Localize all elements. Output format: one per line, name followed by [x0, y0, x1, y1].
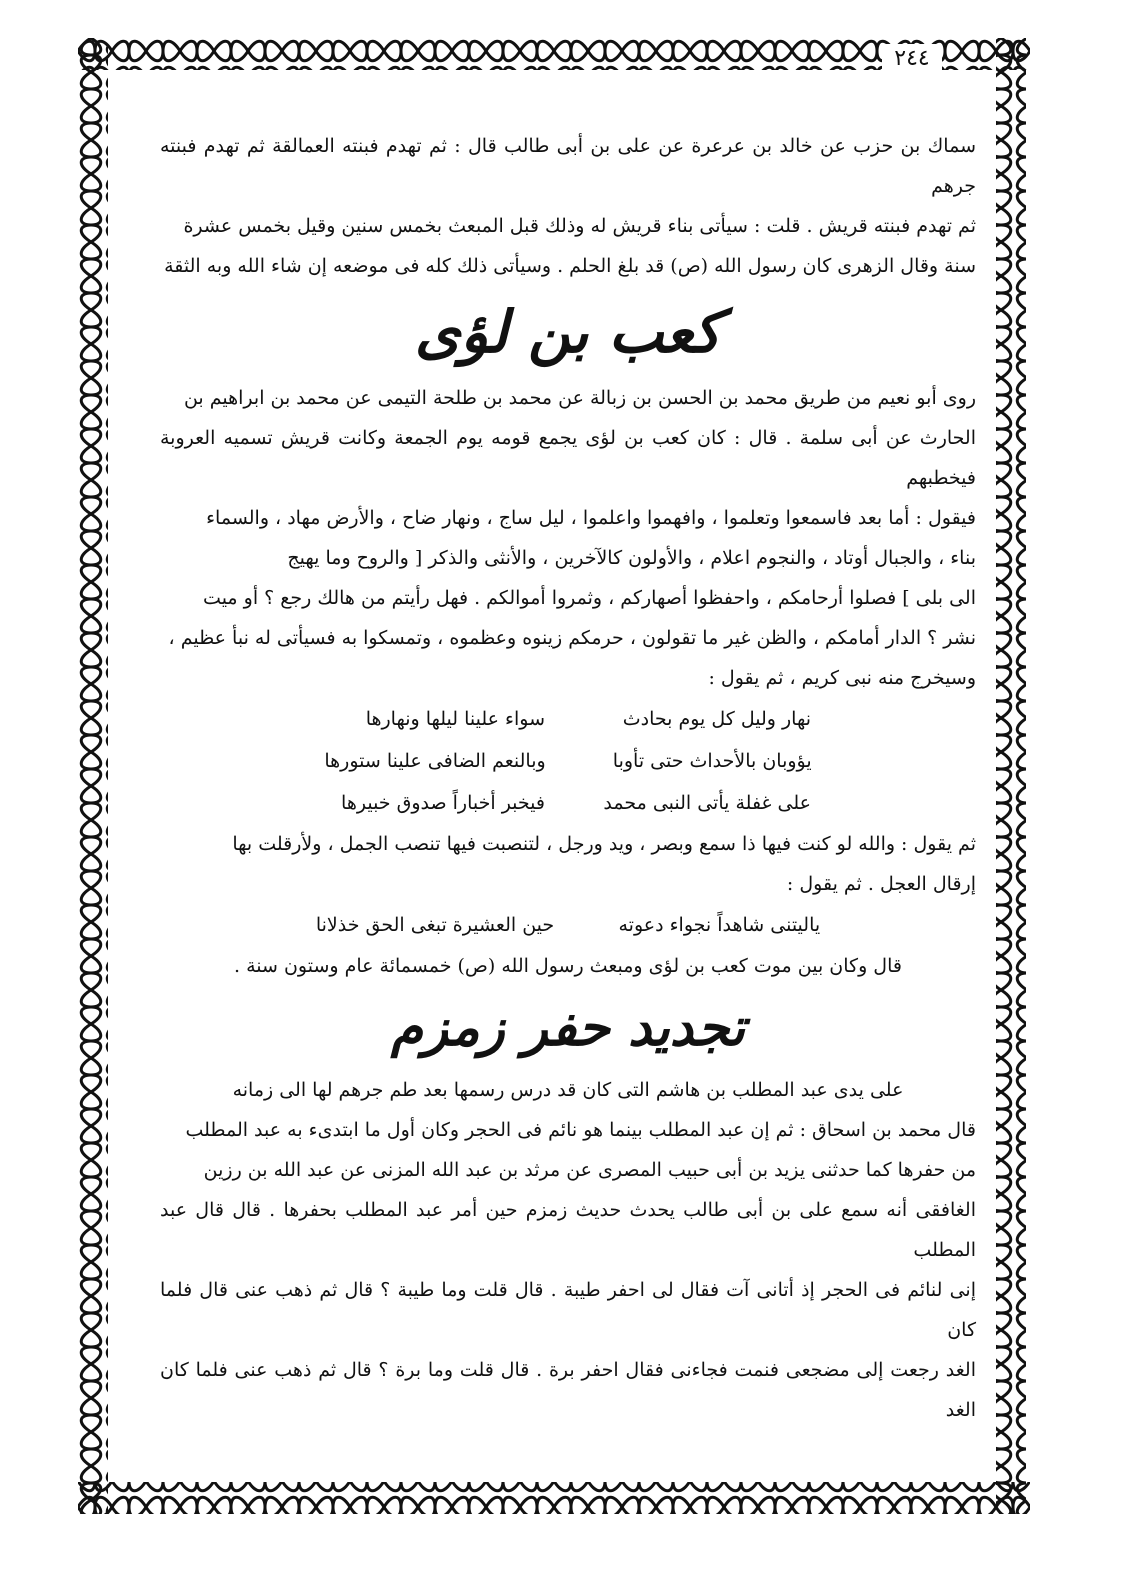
text-line: فيقول : أما بعد فاسمعوا وتعلموا ، وافهموا واعلموا ، ليل ساج ، ونهار ضاح ، والأرض مهاد ، والسماء [206, 507, 976, 529]
verse-line [160, 782, 976, 824]
text-line: الى بلى ] فصلوا أرحامكم ، واحفظوا أصهاركم ، وثمروا أموالكم . فهل رأيتم من هالك رجع ؟ أو ميت [203, 587, 976, 609]
closing-line: قال وكان بين موت كعب بن لؤى ومبعث رسول الله (ص) خمسمائة عام وستون سنة . [234, 955, 902, 977]
main-text [160, 126, 976, 1426]
verse-first-half: ياليتنى شاهداً نجواء دعوته [618, 914, 821, 936]
text-line: ثم يقول : والله لو كنت فيها ذا سمع وبصر ، ويد ورجل ، لتنصبت فيها تنصب الجمل ، ولأرقلت بها [232, 833, 976, 855]
text-line: سماك بن حزب عن خالد بن عرعرة عن على بن أبى طالب قال : ثم تهدم فبنته العمالقة ثم تهدم فبنته جرهم [160, 135, 976, 197]
opening-paragraph [160, 126, 976, 286]
oath-paragraph [160, 824, 976, 904]
verse-line [160, 698, 976, 740]
text-line: إرقال العجل . ثم يقول : [786, 873, 976, 895]
verse-second-half: فيخبر أخباراً صدوق خبيرها [341, 792, 545, 814]
verse-first-half: نهار وليل كل يوم بحادث [622, 708, 811, 730]
zamzam-paragraph [160, 1110, 976, 1430]
text-line: الغد رجعت إلى مضجعى فنمت فجاءنى فقال احفر برة . قال قلت وما برة ؟ قال ثم ذهب عنى فلما كان الغد [160, 1359, 976, 1421]
verse-first-half: على غفلة يأتى النبى محمد [603, 792, 811, 814]
text-line: قال محمد بن اسحاق : ثم إن عبد المطلب بينما هو نائم فى الحجر وكان أول ما ابتدىء به عبد المطلب [185, 1119, 976, 1141]
text-line: سنة وقال الزهرى كان رسول الله (ص) قد بلغ الحلم . وسيأتى ذلك كله فى موضعه إن شاء الله وبه الثقة [164, 255, 976, 277]
text-line: الغافقى أنه سمع على بن أبى طالب يحدث حديث زمزم حين أمر عبد المطلب بحفرها . قال قال عبد المطلب [160, 1199, 976, 1261]
verse-second-half: سواء علينا ليلها ونهارها [365, 708, 545, 730]
verse-second-half: وبالنعم الضافى علينا ستورها [324, 750, 546, 772]
text-line: إنى لنائم فى الحجر إذ أتانى آت فقال لى احفر طيبة . قال قلت وما طيبة ؟ قال ثم ذهب عنى قال فلما كان [160, 1279, 976, 1341]
kaab-paragraph [160, 378, 976, 698]
verse-line [160, 904, 976, 946]
text-line: وسيخرج منه نبى كريم ، ثم يقول : [708, 667, 976, 689]
section-heading-zamzam: تجديد حفر زمزم [390, 997, 746, 1058]
text-line: الحارث عن أبى سلمة . قال : كان كعب بن لؤى يجمع قومه يوم الجمعة وكانت قريش تسميه العروبة فيخطبهم [160, 427, 976, 489]
poem-block-2 [160, 904, 976, 946]
text-line: روى أبو نعيم من طريق محمد بن الحسن بن زبالة عن محمد بن طلحة التيمى عن محمد بن ابراهيم بن [183, 387, 976, 409]
section-intro: على يدى عبد المطلب بن هاشم التى كان قد درس رسمها بعد طم جرهم لها الى زمانه [232, 1079, 904, 1101]
verse-first-half: يؤوبان بالأحداث حتى تأوبا [612, 750, 812, 772]
text-line: ثم تهدم فبنته قريش . قلت : سيأتى بناء قريش له وذلك قبل المبعث بخمس سنين وقيل بخمس عشرة [183, 215, 976, 237]
text-line: بناء ، والجبال أوتاد ، والنجوم اعلام ، والأولون كالآخرين ، والأنثى والذكر [ والروح وما يهيج [287, 547, 976, 569]
verse-second-half: حين العشيرة تبغى الحق خذلانا [315, 914, 555, 936]
section-heading-kaab: كعب بن لؤى [414, 298, 722, 366]
verse-line [160, 740, 976, 782]
text-line: نشر ؟ الدار أمامكم ، والظن غير ما تقولون ، حرمكم زينوه وعظموه ، وتمسكوا به فسيأتى له نبأ عظيم ، [168, 627, 976, 649]
text-line: من حفرها كما حدثنى يزيد بن أبى حبيب المصرى عن مرثد بن عبد الله المزنى عن عبد الله بن رزين [203, 1159, 976, 1181]
page-number: ٢٤٤ [882, 44, 942, 74]
poem-block-1 [160, 698, 976, 824]
